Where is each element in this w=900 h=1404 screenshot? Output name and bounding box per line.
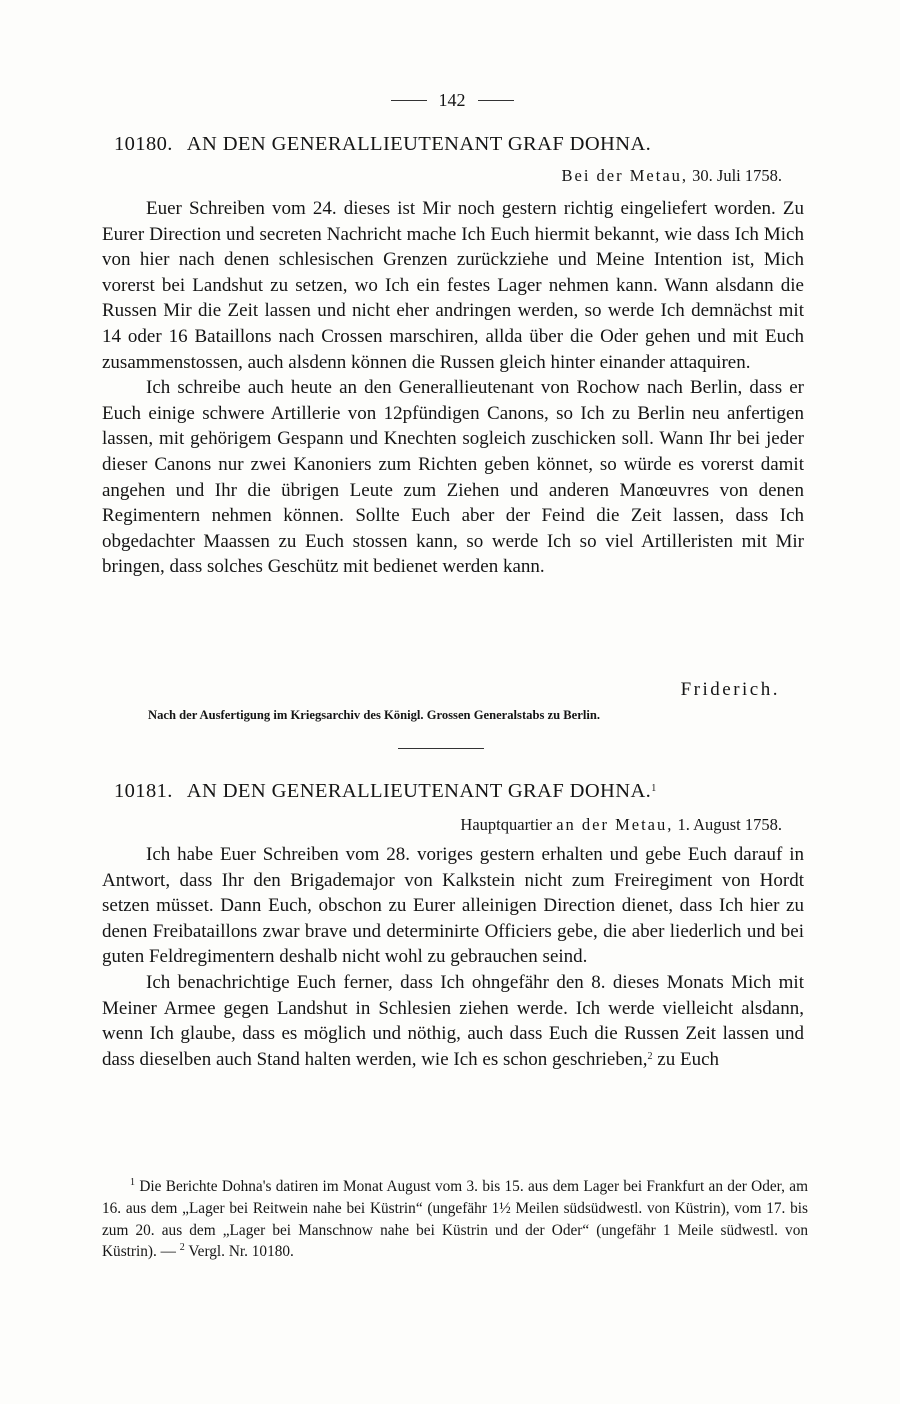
footnote-mark: 1 xyxy=(130,1177,135,1188)
footnote-ref: 1 xyxy=(651,783,657,794)
dateline-prefix: Hauptquartier xyxy=(460,815,553,834)
footnote-text: Vergl. Nr. 10180. xyxy=(188,1243,294,1261)
folio-dash-right xyxy=(478,100,514,101)
folio-dash-left xyxy=(391,100,427,101)
source-note: Nach der Ausfertigung im Kriegsarchiv des Königl. Grossen Generalstabs zu Berlin. xyxy=(148,708,600,722)
letter-number: 10181. xyxy=(114,780,173,802)
letter-title: AN DEN GENERALLIEUTENANT GRAF DOHNA. xyxy=(186,780,652,802)
letter-10181-dateline xyxy=(460,815,782,835)
letter-10180-dateline xyxy=(562,166,782,186)
letter-10181-heading xyxy=(114,780,814,803)
paragraph-text: Ich benachrichtige Euch ferner, dass Ich ohngefähr den 8. dieses Monats Mich mit Meiner Armee gegen Landshut in Schlesien ziehen werde. Ich werde vielleicht alsdann, wenn Ich glaube, dass es möglich und nöthig, auch dass Euch die Russen Zeit lassen und dass dieselben auch Stand halten werden, wie Ich es schon geschrieben, xyxy=(102,971,804,1070)
letter-10180-heading xyxy=(114,133,814,156)
dateline-place: an der Metau, xyxy=(556,815,674,834)
footnote xyxy=(102,1176,808,1263)
dateline-date: 30. Juli 1758. xyxy=(692,166,782,185)
footnote-mark: 2 xyxy=(179,1242,185,1254)
paragraph-text-end: zu Euch xyxy=(657,1048,720,1070)
page-number-text: 142 xyxy=(438,90,466,110)
dateline-place: Bei der Metau, xyxy=(561,166,689,185)
footnotes xyxy=(102,1176,808,1263)
section-divider xyxy=(398,748,484,749)
dateline-date: 1. August 1758. xyxy=(677,815,782,834)
paragraph: Euer Schreiben vom 24. dieses ist Mir noch gestern richtig eingeliefert worden. Zu Eurer Direction und secreten Nachricht mache Ich Euch hiermit bekannt, wie dass Ich Mich von hier nach denen schlesischen Grenzen zurückziehe und Meine Intention ist, Mich vorerst bei Landshut zu setzen, wo Ich ein festes Lager nehmen kann. Wann alsdann die Russen Mir die Zeit lassen und nicht eher andringen werden, so werde Ich demnächst mit 14 oder 16 Bataillons nach Crossen marschiren, allda über die Oder gehen und mit Euch zusammenstossen, auch alsdenn können die Russen gleich hinter einander attaquiren. xyxy=(102,198,804,373)
letter-10181-body xyxy=(102,842,804,1072)
footnote-ref: 2 xyxy=(647,1050,653,1062)
paragraph: Ich schreibe auch heute an den Generallieutenant von Rochow nach Berlin, dass er Euch einige schwere Artillerie von 12pfündigen Canons, so Ich zu Berlin neu anfertigen lassen, mit gehörigem Gespann und Knechten sogleich zuschicken soll. Wann Ihr bei jeder dieser Canons nur zwei Kanoniers zum Richten geben könnet, so würde es vorerst damit angehen und Ihr die übrigen Leute zum Ziehen und anderen Manœuvres von denen Regimentern nehmen können. Sollte Euch aber der Feind die Zeit lassen, dass Ich obgedachter Maassen zu Euch stossen kann, so werde Ich so viel Artilleristen mit Mir bringen, dass solches Geschütz mit bedienet werden kann. xyxy=(102,377,804,578)
signature: Friderich. xyxy=(680,679,780,700)
letter-title: AN DEN GENERALLIEUTENANT GRAF DOHNA. xyxy=(186,133,652,155)
page-number xyxy=(372,90,532,111)
paragraph xyxy=(102,970,804,1072)
paragraph: Ich habe Euer Schreiben vom 28. voriges gestern erhalten und gebe Euch darauf in Antwort, dass Ihr den Brigademajor von Kalkstein nicht zum Freiregiment von Hordt setzen müsset. Dann Euch, obschon zu Eurer alleinigen Direction dienet, dass Ich hier zu denen Freibataillons zwar brave und determinirte Officiers gebe, die aber liederlich und bei guten Feldregimentern deshalb nicht wohl zu gebrauchen seind. xyxy=(102,844,804,968)
letter-number: 10180. xyxy=(114,133,173,155)
footnote-text: Die Berichte Dohna's datiren im Monat August vom 3. bis 15. aus dem Lager bei Frankfurt an der Oder, am 16. aus dem „Lager bei Reitwein nahe bei Küstrin“ (ungefähr 1½ Meilen südsüdwestl. von Küstrin), vom 17. bis zum 20. aus dem „Lager bei Manschnow nahe bei Küstrin und der Oder“ (ungefähr 1 Meile südwestl. von Küstrin). — xyxy=(102,1178,808,1261)
letter-10180-body xyxy=(102,196,804,580)
